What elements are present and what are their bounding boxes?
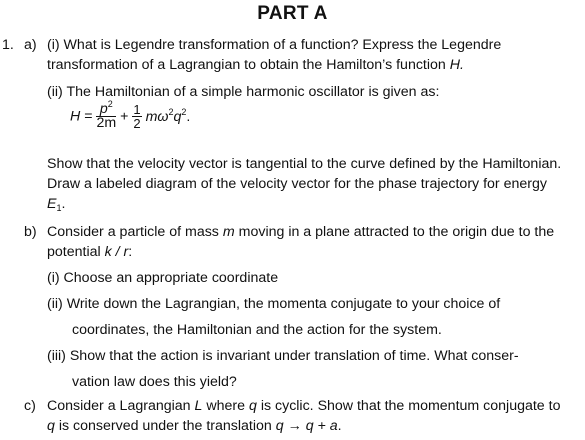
energy-end: . — [61, 196, 66, 212]
part-b-line-2-a: potential — [47, 244, 101, 260]
page-title: PART A — [257, 3, 328, 24]
eq-p: p — [99, 101, 108, 117]
part-b-label: b) — [24, 224, 37, 240]
part-a-label: a) — [24, 37, 37, 53]
eq-half-num: 1 — [133, 102, 141, 117]
conserved-coordinate: q — [47, 418, 55, 434]
energy-symbol: E — [47, 196, 57, 212]
part-a-question-2: (ii) The Hamiltonian of a simple harmonic oscillator is given as: — [47, 84, 440, 100]
eq-plus: + — [120, 108, 129, 125]
part-a-question-1-line-1: (i) What is Legendre transformation of a function? Express the Legendre — [47, 37, 502, 53]
lagrangian-variable: L — [194, 398, 203, 414]
eq-half-den: 2 — [133, 116, 141, 131]
part-c-line-1-b: where — [206, 398, 246, 414]
mass-variable: m — [222, 224, 235, 240]
part-a-show-line-2: Draw a labeled diagram of the velocity vector for the phase trajectory for energy — [47, 176, 547, 192]
eq-q: q — [173, 108, 182, 125]
potential-expression: k / r — [104, 244, 129, 260]
part-a-show-line-1: Show that the velocity vector is tangential to the curve defined by the Hamiltonian. — [47, 156, 562, 172]
eq-m-omega: mω — [145, 108, 169, 125]
part-b-item-ii-line-2: coordinates, the Hamiltonian and the action for the system. — [72, 322, 442, 338]
part-a-question-1-text: transformation of a Lagrangian to obtain the Hamilton’s function — [47, 57, 446, 73]
eq-omega-exp: 2 — [168, 106, 174, 117]
eq-fraction-p — [96, 99, 117, 131]
part-a-question-1-line-2 — [47, 57, 464, 73]
eq-p-exp: 2 — [107, 99, 113, 109]
part-b-line-1-b: moving in a plane attracted to the origin due to the — [238, 224, 555, 240]
part-b-item-ii-line-1: (ii) Write down the Lagrangian, the momenta conjugate to your choice of — [47, 296, 501, 312]
eq-lhs: H — [70, 108, 81, 125]
part-b-item-iii-line-1: (iii) Show that the action is invariant under translation of time. What conser- — [47, 348, 519, 364]
part-b-line-1-a: Consider a particle of mass — [47, 224, 219, 240]
part-b-line-2-b: : — [128, 244, 133, 260]
part-b-line-1 — [47, 224, 554, 240]
eq-2m: 2m — [96, 115, 117, 131]
part-c-line-1-a: Consider a Lagrangian — [47, 398, 191, 414]
translation-expression: q → q + a — [275, 418, 338, 434]
part-c-label: c) — [24, 398, 36, 414]
eq-q-exp: 2 — [181, 106, 187, 117]
question-number: 1. — [2, 37, 14, 53]
part-c-line-2 — [47, 418, 342, 434]
eq-end: . — [186, 108, 191, 125]
part-b-line-2 — [47, 244, 132, 260]
hamilton-variable: H. — [449, 57, 464, 73]
hamiltonian-equation — [70, 99, 191, 143]
cyclic-coordinate: q — [248, 398, 257, 414]
part-a-show-line-3 — [47, 196, 65, 212]
part-c-line-2-a: is conserved under the translation — [58, 418, 272, 434]
part-c-line-1 — [47, 398, 560, 414]
part-b-item-i: (i) Choose an appropriate coordinate — [47, 270, 279, 286]
eq-fraction-half — [132, 103, 141, 130]
eq-equals: = — [84, 108, 93, 125]
part-c-line-1-c: is cyclic. Show that the momentum conjugate to — [260, 398, 561, 414]
part-b-item-iii-line-2: vation law does this yield? — [72, 374, 237, 390]
energy-subscript: 1 — [56, 203, 62, 213]
part-c-line-2-end: . — [337, 418, 342, 434]
